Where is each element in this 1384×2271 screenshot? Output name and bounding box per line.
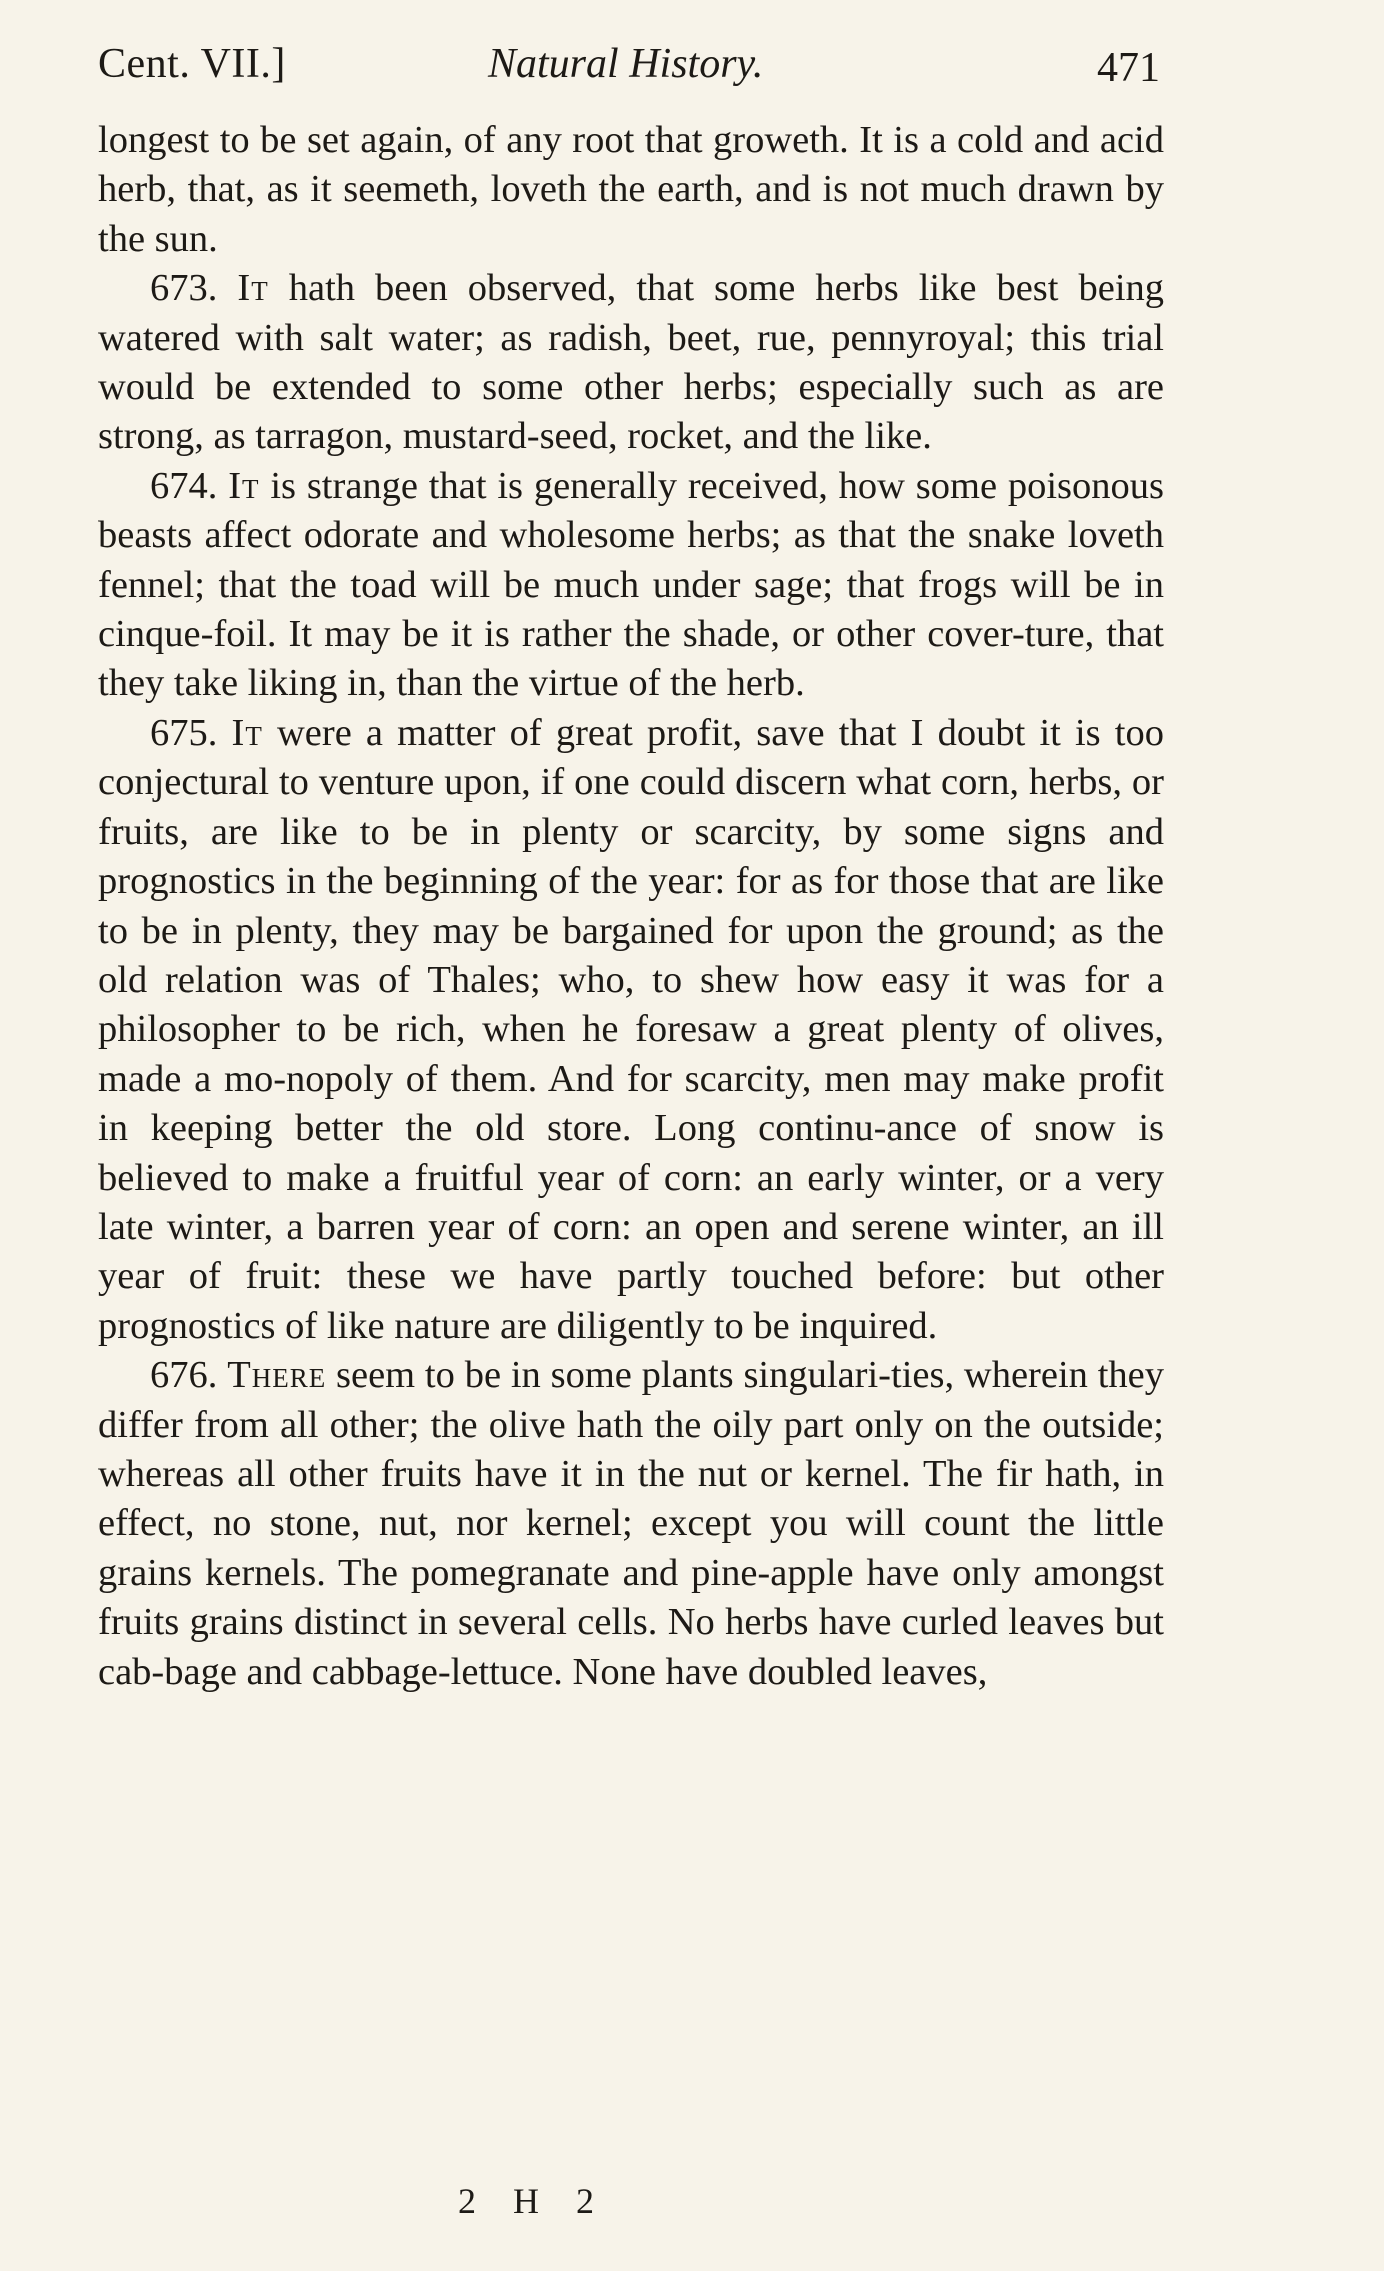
paragraph-continued [98, 116, 1164, 264]
paragraph-text: seem to be in some plants singulari-ties, wherein they differ from all other; the olive hath the oily part only on the outside; whereas all other fruits have it in the nut or kernel. The fir hath, in effect, no stone, nut, nor kernel; except you will count the little grains kernels. The pomegranate and pine-apple have only amongst fruits grains distinct in several cells. No herbs have curled leaves but cab-bage and cabbage-lettuce. None have doubled leaves, [98, 1354, 1164, 1693]
paragraph-number: 675. [150, 711, 218, 754]
paragraph-674 [98, 462, 1164, 709]
paragraph-lead: There [227, 1354, 327, 1397]
body-text [98, 116, 1164, 1697]
book-page [98, 30, 1164, 1697]
paragraph-number: 674. [150, 464, 218, 507]
paragraph-text: longest to be set again, of any root that groweth. It is a cold and acid herb, that, as it seemeth, loveth the earth, and is not much drawn by the sun. [98, 119, 1164, 260]
paragraph-676 [98, 1351, 1164, 1697]
paragraph-lead: It [228, 464, 260, 507]
paragraph-number: 673. [150, 267, 218, 310]
paragraph-text: were a matter of great profit, save that I doubt it is too conjectural to venture upon, if one could discern what corn, herbs, or fruits, are like to be in plenty or scarcity, by some signs and prognostics in the beginning of the year: for as for those that are like to be in plenty, they may be bargained for upon the ground; as the old relation was of Thales; who, to shew how easy it was for a philosopher to be rich, when he foresaw a great plenty of olives, made a mo-nopoly of them. And for scarcity, men may make profit in keeping better the old store. Long continu-ance of snow is believed to make a fruitful year of corn: an early winter, or a very late winter, a barren year of corn: an open and serene winter, an ill year of fruit: these we have partly touched before: but other prognostics of like nature are diligently to be inquired. [98, 711, 1164, 1347]
running-head [98, 30, 1164, 116]
paragraph-lead: It [231, 711, 263, 754]
paragraph-673 [98, 264, 1164, 462]
page-number: 471 [1097, 45, 1160, 91]
paragraph-text: hath been observed, that some herbs like best being watered with salt water; as radish, beet, rue, pennyroyal; this trial would be extended to some other herbs; especially such as are strong, as tarragon, mustard-seed, rocket, and the like. [98, 267, 1165, 458]
paragraph-lead: It [237, 267, 269, 310]
paragraph-text: is strange that is generally received, how some poisonous beasts affect odorate and wholesome herbs; as that the snake loveth fennel; that the toad will be much under sage; that frogs will be in cinque-foil. It may be it is rather the shade, or other cover-ture, that they take liking in, than the virtue of the herb. [98, 464, 1164, 705]
signature-mark: 2 H 2 [458, 2181, 608, 2221]
paragraph-675 [98, 709, 1164, 1351]
paragraph-number: 676. [150, 1354, 218, 1397]
running-title: Natural History. [488, 41, 764, 87]
section-label: Cent. VII.] [98, 41, 286, 87]
